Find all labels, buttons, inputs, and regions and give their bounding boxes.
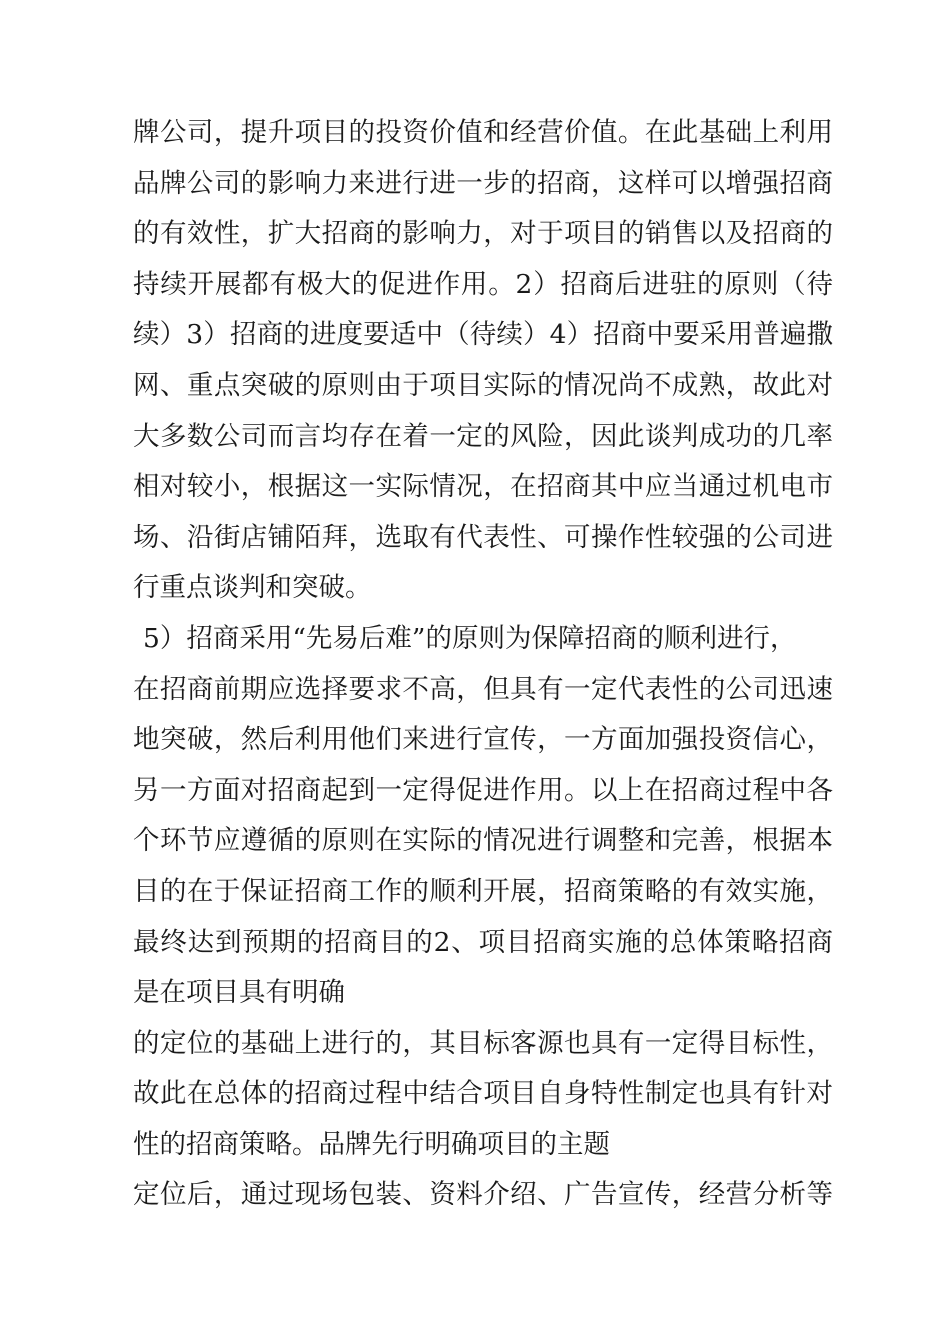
text-line: 在招商前期应选择要求不高，但具有一定代表性的公司迅速 (133, 673, 833, 705)
text-line: 场、沿街店铺陌拜，选取有代表性、可操作性较强的公司进 (133, 521, 833, 553)
text-line: 最终达到预期的招商目的2、项目招商实施的总体策略招商 (133, 926, 833, 958)
text-line: 5）招商采用“先易后难”的原则为保障招商的顺利进行， (143, 622, 797, 654)
text-line: 的有效性，扩大招商的影响力，对于项目的销售以及招商的 (133, 218, 833, 250)
text-line: 持续开展都有极大的促进作用。2）招商后进驻的原则（待 (133, 268, 833, 300)
text-line: 故此在总体的招商过程中结合项目自身特性制定也具有针对 (133, 1078, 833, 1110)
text-line: 性的招商策略。品牌先行明确项目的主题 (133, 1128, 610, 1160)
text-line: 续）3）招商的进度要适中（待续）4）招商中要采用普遍撒 (133, 319, 833, 351)
text-line: 定位后，通过现场包装、资料介绍、广告宣传，经营分析等 (133, 1179, 833, 1211)
text-line: 品牌公司的影响力来进行进一步的招商，这样可以增强招商 (133, 167, 833, 199)
text-line: 地突破，然后利用他们来进行宣传，一方面加强投资信心， (133, 724, 833, 756)
text-line: 的定位的基础上进行的，其目标客源也具有一定得目标性， (133, 1027, 833, 1059)
text-line: 另一方面对招商起到一定得促进作用。以上在招商过程中各 (133, 774, 833, 806)
text-line: 行重点谈判和突破。 (133, 572, 372, 604)
text-line: 网、重点突破的原则由于项目实际的情况尚不成熟，故此对 (133, 369, 833, 401)
text-line: 牌公司，提升项目的投资价值和经营价值。在此基础上利用 (133, 117, 833, 148)
text-line: 大多数公司而言均存在着一定的风险，因此谈判成功的几率 (133, 420, 833, 452)
text-line: 是在项目具有明确 (133, 977, 345, 1009)
text-line: 相对较小，根据这一实际情况，在招商其中应当通过机电市 (133, 471, 833, 503)
text-line: 目的在于保证招商工作的顺利开展，招商策略的有效实施， (133, 875, 833, 907)
text-line: 个环节应遵循的原则在实际的情况进行调整和完善，根据本 (133, 825, 833, 857)
body-text (133, 108, 833, 1221)
